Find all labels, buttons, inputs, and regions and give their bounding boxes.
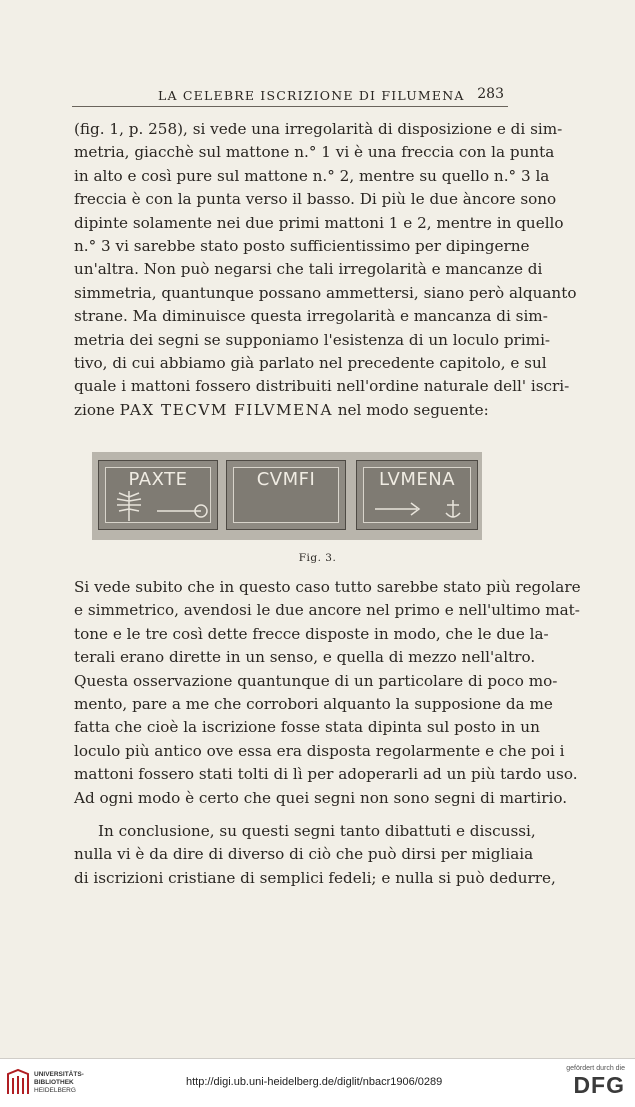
text-line: un'altra. Non può negarsi che tali irregolarità e mancanze di	[74, 260, 543, 279]
brick-2	[226, 460, 346, 530]
text-line: mattoni fossero stati tolti di lì per adoperarli ad un più tardo uso.	[74, 765, 578, 784]
brick-3	[356, 460, 478, 530]
text-line: terali erano dirette in un senso, e quella di mezzo nell'altro.	[74, 648, 536, 667]
text-line: metria, giacchè sul mattone n.° 1 vi è una freccia con la punta	[74, 143, 555, 162]
text-line: tone e le tre così dette frecce disposte in modo, che le due la-	[74, 624, 549, 643]
text-line: di iscrizioni cristiane di semplici fedeli; e nulla si può dedurre,	[74, 868, 556, 887]
text-line: in alto e così pure sul mattone n.° 2, mentre su quello n.° 3 la	[74, 166, 550, 185]
text-line: nulla vi è da dire di diverso di ciò che può dirsi per migliaia	[74, 845, 534, 864]
text-line: (fig. 1, p. 258), si vede una irregolarità di disposizione e di sim-	[74, 120, 563, 138]
running-head	[72, 88, 508, 107]
brick-inscription: LVMENA	[378, 469, 456, 490]
permalink-url[interactable]: http://digi.ub.uni-heidelberg.de/diglit/nbacr1906/0289	[186, 1076, 443, 1088]
text-line: loculo più antico ove essa era disposta regolarmente e che poi i	[74, 741, 565, 760]
paragraph-2	[74, 576, 581, 810]
text-fragment: zione	[74, 400, 115, 419]
page-number: 283	[477, 86, 504, 102]
text-line: n.° 3 vi sarebbe stato posto sufficientissimo per dipingerne	[74, 236, 530, 255]
text-line: e simmetrico, avendosi le due ancore nel primo e nell'ultimo mat-	[74, 601, 580, 620]
anchor-icon	[441, 497, 465, 521]
brick-inscription: PAXTE	[128, 469, 188, 490]
dfg-credit[interactable]	[535, 1065, 625, 1098]
text-line: Si vede subito che in questo caso tutto sarebbe stato più regolare	[74, 578, 581, 596]
text-line: mento, pare a me che corrobori alquanto la supposione da me	[74, 694, 553, 713]
text-line: fatta che cioè la iscrizione fosse stata dipinta sul posto in un	[74, 718, 540, 737]
footer-bar	[0, 1058, 635, 1107]
text-line: strane. Ma diminuisce questa irregolarità e mancanza di sim-	[74, 307, 548, 326]
university-library-logo-icon[interactable]	[6, 1068, 30, 1096]
paragraph-3	[74, 820, 556, 890]
text-line: quale i mattoni fossero distribuiti nell'ordine naturale dell' iscri-	[74, 377, 570, 396]
text-line: Questa osservazione quantunque di un particolare di poco mo-	[74, 671, 558, 690]
text-line: dipinte solamente nei due primi mattoni 1 e 2, mentre in quello	[74, 213, 564, 232]
text-line-inscription	[74, 399, 507, 422]
figure-3-photo	[92, 452, 482, 540]
brick-inscription: CVMFI	[256, 469, 316, 490]
text-line: Ad ogni modo è certo che quei segni non sono segni di martirio.	[74, 788, 568, 807]
library-name[interactable]: UNIVERSITÄTS- BIBLIOTHEK HEIDELBERG	[34, 1071, 84, 1094]
paragraph-1	[74, 118, 577, 422]
text-line: In conclusione, su questi segni tanto dibattuti e discussi,	[98, 822, 536, 840]
text-fragment: nel modo seguente:	[337, 400, 489, 419]
palm-branch-icon	[109, 487, 149, 523]
arrow-icon	[371, 499, 431, 519]
text-line: tivo, di cui abbiamo già parlato nel precedente capitolo, e sul	[74, 353, 547, 372]
funded-by-label: gefördert durch die	[566, 1065, 625, 1072]
running-title: LA CELEBRE ISCRIZIONE DI FILUMENA	[158, 88, 465, 103]
text-line: simmetria, quantunque possano ammettersi, siano però alquanto	[74, 283, 577, 302]
anchor-icon	[153, 501, 213, 521]
text-line: freccia è con la punta verso il basso. Di più le due àncore sono	[74, 190, 557, 209]
inscription-caps: PAX TECVM FILVMENA	[119, 400, 333, 419]
dfg-logo: DFG	[573, 1072, 625, 1098]
figure-caption: Fig. 3.	[298, 552, 337, 564]
brick-1	[98, 460, 218, 530]
text-line: metria dei segni se supponiamo l'esistenza di un loculo primi-	[74, 330, 551, 349]
